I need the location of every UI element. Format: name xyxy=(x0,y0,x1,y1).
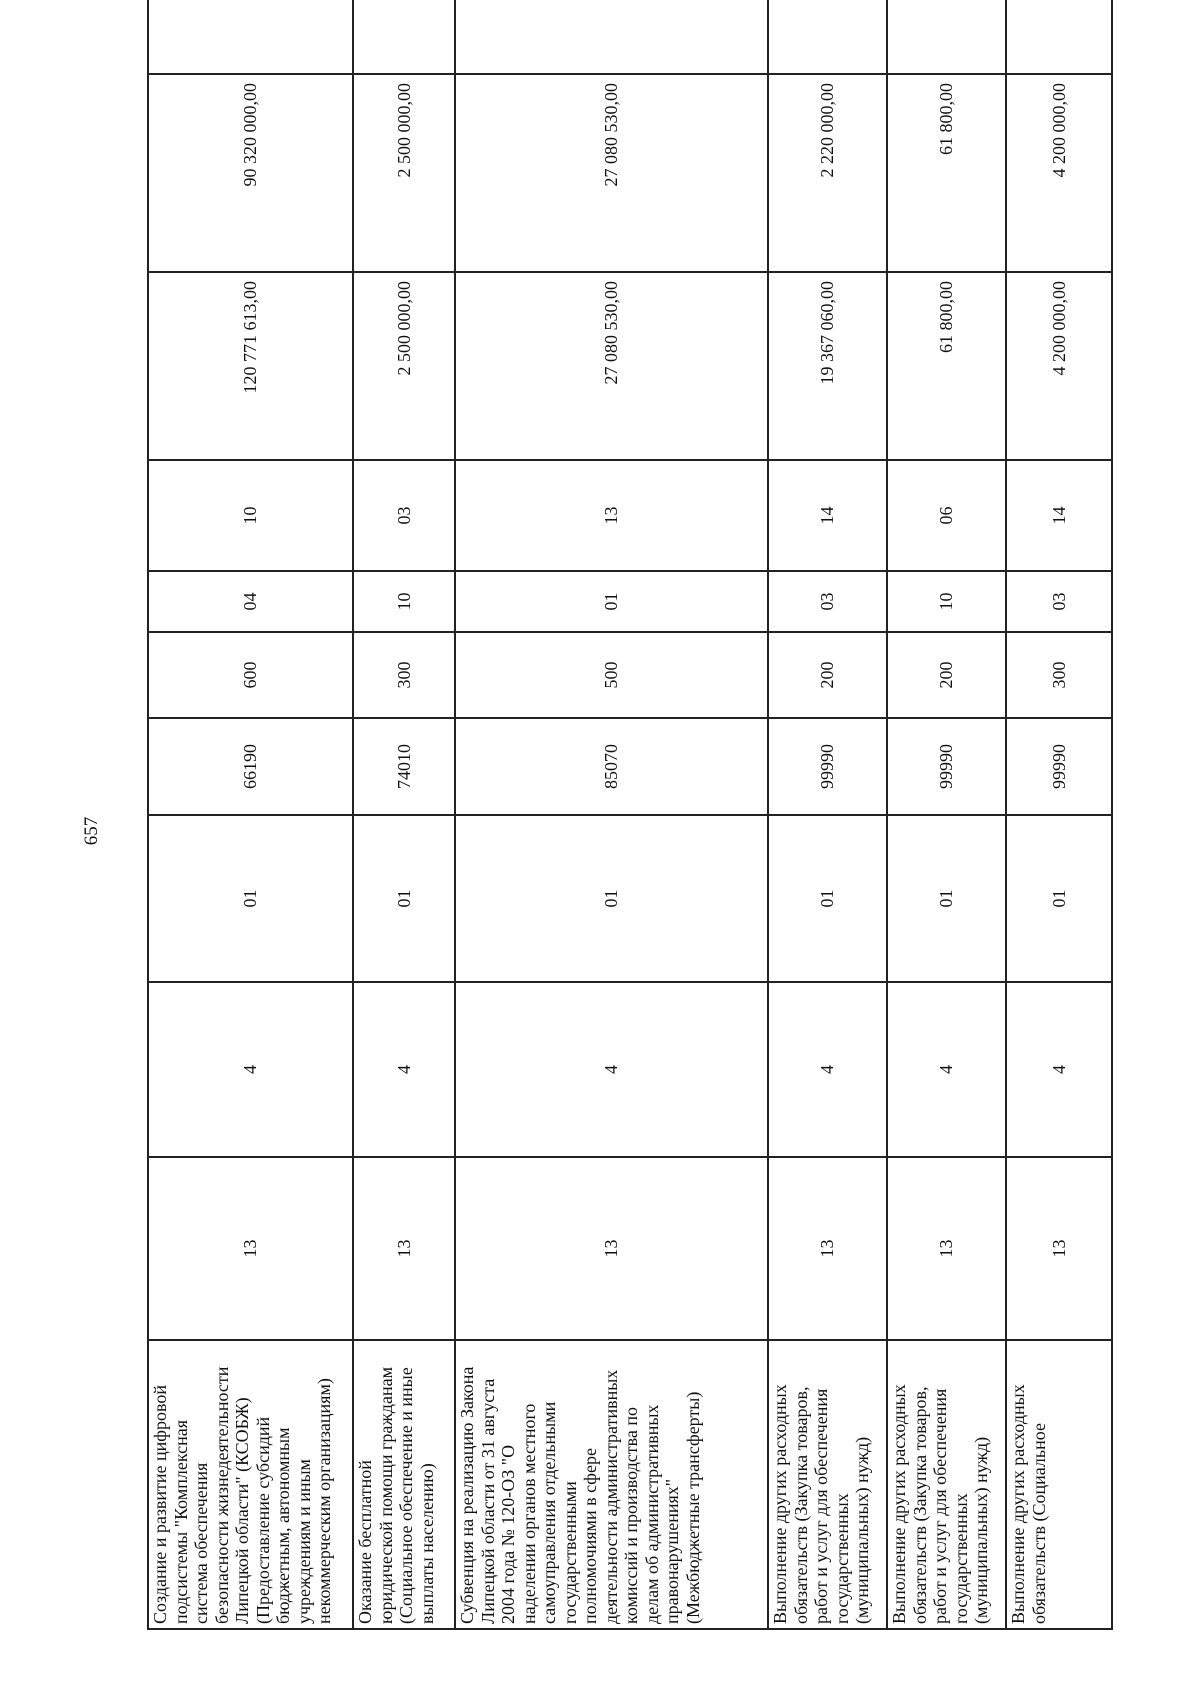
cell-col5: 600 xyxy=(148,632,353,718)
cell-col6: 03 xyxy=(768,571,887,632)
cell-col6: 10 xyxy=(353,571,455,632)
page-number: 657 xyxy=(81,816,102,846)
cell-sum1: 27 080 530,00 xyxy=(455,272,768,460)
cell-col7: 14 xyxy=(1006,460,1112,571)
table-row xyxy=(768,0,887,1629)
cell-sum3 xyxy=(768,0,887,74)
cell-description: Выполнение других расходных обязательств (Закупка товаров, работ и услуг для обеспечения государственных (муниципальных) нужд) xyxy=(768,1340,887,1629)
cell-col3: 01 xyxy=(148,815,353,982)
cell-col5: 300 xyxy=(353,632,455,718)
table-row xyxy=(148,0,353,1629)
cell-col3: 01 xyxy=(768,815,887,982)
cell-col1: 13 xyxy=(148,1157,353,1340)
cell-sum2: 4 200 000,00 xyxy=(1006,74,1112,272)
budget-table xyxy=(147,0,1113,1630)
table-row xyxy=(353,0,455,1629)
cell-description: Создание и развитие цифровой подсистемы "Комплексная система обеспечения безопасности жизнедеятельности Липецкой области" (КСОБЖ) (Предоставление субсидий бюджетным, автономным учреждениям и иным некоммерческим организациям) xyxy=(148,1340,353,1629)
cell-col1: 13 xyxy=(353,1157,455,1340)
cell-sum2: 2 220 000,00 xyxy=(768,74,887,272)
cell-col4: 99990 xyxy=(1006,718,1112,815)
cell-sum2: 90 320 000,00 xyxy=(148,74,353,272)
cell-col5: 300 xyxy=(1006,632,1112,718)
cell-col5: 200 xyxy=(887,632,1006,718)
rotated-table-container xyxy=(147,46,1111,1630)
cell-col2: 4 xyxy=(887,982,1006,1157)
cell-sum3 xyxy=(353,0,455,74)
cell-sum2: 2 500 000,00 xyxy=(353,74,455,272)
cell-col3: 01 xyxy=(887,815,1006,982)
cell-sum2: 27 080 530,00 xyxy=(455,74,768,272)
cell-col2: 4 xyxy=(353,982,455,1157)
cell-sum1: 4 200 000,00 xyxy=(1006,272,1112,460)
cell-col7: 13 xyxy=(455,460,768,571)
cell-col4: 85070 xyxy=(455,718,768,815)
cell-col7: 14 xyxy=(768,460,887,571)
cell-col1: 13 xyxy=(455,1157,768,1340)
cell-col7: 10 xyxy=(148,460,353,571)
cell-sum3 xyxy=(887,0,1006,74)
cell-col4: 74010 xyxy=(353,718,455,815)
cell-sum1: 19 367 060,00 xyxy=(768,272,887,460)
cell-col3: 01 xyxy=(1006,815,1112,982)
cell-sum3 xyxy=(1006,0,1112,74)
cell-sum1: 120 771 613,00 xyxy=(148,272,353,460)
cell-col6: 03 xyxy=(1006,571,1112,632)
cell-col4: 99990 xyxy=(887,718,1006,815)
cell-col6: 01 xyxy=(455,571,768,632)
cell-col6: 04 xyxy=(148,571,353,632)
cell-sum3 xyxy=(148,0,353,74)
cell-col7: 03 xyxy=(353,460,455,571)
cell-col7: 06 xyxy=(887,460,1006,571)
cell-col2: 4 xyxy=(768,982,887,1157)
cell-col4: 99990 xyxy=(768,718,887,815)
cell-description: Оказание бесплатной юридической помощи гражданам (Социальное обеспечение и иные выплаты населению) xyxy=(353,1340,455,1629)
cell-col4: 66190 xyxy=(148,718,353,815)
cell-col3: 01 xyxy=(455,815,768,982)
cell-description: Субвенция на реализацию Закона Липецкой области от 31 августа 2004 года № 120-ОЗ "О наделении органов местного самоуправления отдельными государственными полномочиями в сфере деятельности административных комиссий и производства по делам об административных правонарушениях" (Межбюджетные трансферты) xyxy=(455,1340,768,1629)
cell-col1: 13 xyxy=(768,1157,887,1340)
table-row xyxy=(455,0,768,1629)
cell-col2: 4 xyxy=(455,982,768,1157)
cell-col5: 200 xyxy=(768,632,887,718)
cell-sum3 xyxy=(455,0,768,74)
cell-col5: 500 xyxy=(455,632,768,718)
cell-col2: 4 xyxy=(148,982,353,1157)
cell-sum2: 61 800,00 xyxy=(887,74,1006,272)
cell-col6: 10 xyxy=(887,571,1006,632)
cell-col2: 4 xyxy=(1006,982,1112,1157)
table-row xyxy=(887,0,1006,1629)
cell-sum1: 61 800,00 xyxy=(887,272,1006,460)
cell-description: Выполнение других расходных обязательств (Закупка товаров, работ и услуг для обеспечения государственных (муниципальных) нужд) xyxy=(887,1340,1006,1629)
cell-col3: 01 xyxy=(353,815,455,982)
cell-sum1: 2 500 000,00 xyxy=(353,272,455,460)
table-row xyxy=(1006,0,1112,1629)
cell-description: Выполнение других расходных обязательств (Социальное xyxy=(1006,1340,1112,1629)
cell-col1: 13 xyxy=(1006,1157,1112,1340)
cell-col1: 13 xyxy=(887,1157,1006,1340)
